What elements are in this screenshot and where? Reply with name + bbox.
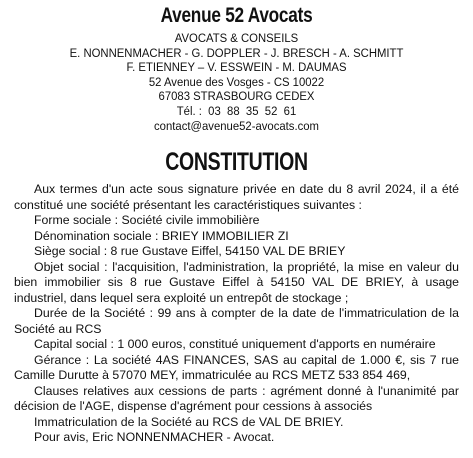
siege-social: Siège social : 8 rue Gustave Eiffel, 54150 VAL DE BRIEY bbox=[34, 244, 346, 259]
clauses-cessions: Clauses relatives aux cessions de parts : agrément donné à l'unanimité par décision de l'AGE, dispense d'agrément pour cessions à associés bbox=[14, 383, 459, 414]
partners-line-2: F. ETIENNEY – V. ESSWEIN - M. DAUMAS bbox=[126, 60, 347, 75]
duree-societe: Durée de la Société : 99 ans à compter de la date de l'immatriculation de la Société au RCS bbox=[14, 306, 459, 336]
email-address: contact@avenue52-avocats.com bbox=[154, 118, 319, 133]
address-line-1: 52 Avenue des Vosges - CS 10022 bbox=[148, 74, 325, 89]
partners-line-1: E. NONNENMACHER - G. DOPPLER - J. BRESCH - A. SCHMITT bbox=[69, 45, 404, 60]
capital-social: Capital social : 1 000 euros, constitué uniquement d'apports en numéraire bbox=[34, 337, 436, 352]
address-line-2: 67083 STRASBOURG CEDEX bbox=[158, 89, 315, 104]
firm-name: Avenue 52 Avocats bbox=[160, 4, 313, 27]
notice-intro: Aux termes d'un acte sous signature privée en date du 8 avril 2024, il a été constitué une société présentant les caractéristiques suivantes : bbox=[14, 182, 459, 212]
objet-social: Objet social : l'acquisition, l'administration, la propriété, la mise en valeur du bien immobilier sis 8 rue Gustave Eiffel à 54150 VAL DE BRIEY, à usage industriel, dans lequel sera exploité un entrepôt de stockage ; bbox=[14, 259, 459, 305]
notice-headline: CONSTITUTION bbox=[165, 148, 308, 177]
signature: Pour avis, Eric NONNENMACHER - Avocat. bbox=[34, 430, 275, 445]
gerance: Gérance : La société 4AS FINANCES, SAS au capital de 1.000 €, sis 7 rue Camille Durutte à 57070 MEY, immatriculée au RCS METZ 533 854 469, bbox=[14, 352, 459, 383]
denomination-sociale: Dénomination sociale : BRIEY IMMOBILIER ZI bbox=[34, 228, 289, 243]
forme-sociale: Forme sociale : Société civile immobilière bbox=[34, 213, 260, 228]
firm-subtitle: AVOCATS & CONSEILS bbox=[174, 31, 299, 45]
notice-body bbox=[14, 182, 459, 446]
law-firm-header bbox=[14, 4, 459, 133]
phone-number: Tél. : 03 88 35 52 61 bbox=[176, 103, 297, 118]
immatriculation: Immatriculation de la Société au RCS de VAL DE BRIEY. bbox=[34, 414, 344, 429]
